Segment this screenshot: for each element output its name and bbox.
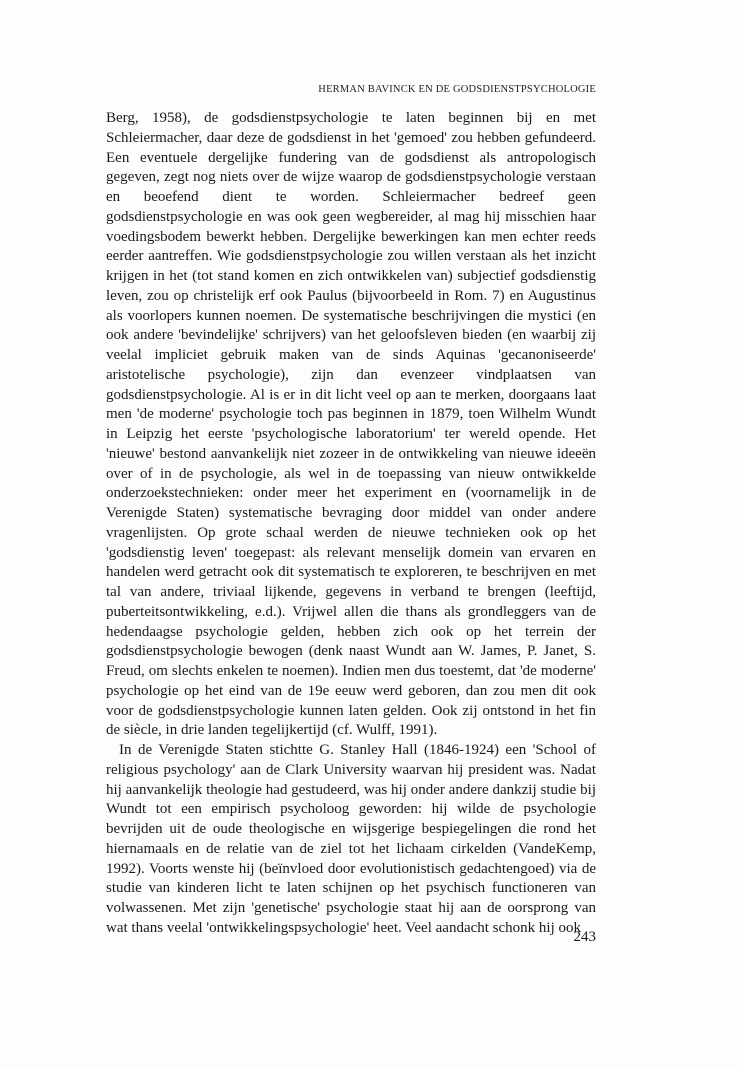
body-text — [106, 109, 596, 939]
running-header: HERMAN BAVINCK EN DE GODSDIENSTPSYCHOLOGIE — [318, 84, 596, 95]
page-number: 243 — [573, 929, 596, 945]
paragraph-2: In de Verenigde Staten stichtte G. Stanley Hall (1846-1924) een 'School of religious psychology' aan de Clark University waarvan hij president was. Nadat hij aanvankelijk theologie had gestudeerd, was hij onder andere dankzij studie bij Wundt tot een empirisch psycholoog geworden: hij wilde de psychologie bevrijden uit de oude theologische en wijsgerige bespiegelingen die rond het hiernamaals en de relatie van de ziel tot het lichaam cirkelden (VandeKemp, 1992). Voorts wenste hij (beïnvloed door evolutionistisch gedachtengoed) via de studie van kinderen licht te laten schijnen op het psychisch functioneren van volwassenen. Met zijn 'genetische' psychologie staat hij aan de oorsprong van wat thans veelal 'ontwikkelingspsychologie' heet. Veel aandacht schonk hij ook — [106, 742, 596, 936]
paragraph-1: Berg, 1958), de godsdienstpsychologie te laten beginnen bij en met Schleiermacher, daar deze de godsdienst in het 'gemoed' zou hebben gefundeerd. Een eventuele dergelijke fundering van de godsdienst als antropologisch gegeven, zegt nog niets over de wijze waarop de godsdienstpsychologie verstaan en beoefend dient te worden. Schleiermacher bedreef geen godsdienstpsychologie en was ook geen wegbereider, al mag hij misschien haar voedingsbodem bewerkt hebben. Dergelijke bewerkingen kan men echter reeds eerder aantreffen. Wie godsdienstpsychologie zou willen verstaan als het inzicht krijgen in het (tot stand komen en zich ontwikkelen van) subjectief godsdienstig leven, zou op christelijk erf ook Paulus (bijvoorbeeld in Rom. 7) en Augustinus als voorlopers kunnen noemen. De systematische beschrijvingen die mystici (en ook andere 'bevindelijke' schrijvers) van het geloofsleven bieden (en waarbij zij veelal impliciet gebruik maken van de sinds Aquinas 'gecanoniseerde' aristotelische psychologie), zijn dan evenzeer vindplaatsen van godsdienstpsychologie. Al is er in dit licht veel op aan te merken, doorgaans laat men 'de moderne' psychologie toch pas beginnen in 1879, toen Wilhelm Wundt in Leipzig het eerste 'psychologische laboratorium' ter wereld opende. Het 'nieuwe' bestond aanvankelijk niet zozeer in de ontwikkeling van nieuwe ideeën over of in de psychologie, als wel in de toepassing van nieuw ontwikkelde onderzoekstechnieken: onder meer het experiment en (voornamelijk in de Verenigde Staten) systematische bevraging door middel van onder andere vragenlijsten. Op grote schaal werden de nieuwe technieken ook op het 'godsdienstig leven' toegepast: als relevant menselijk domein van ervaren en handelen werd getracht ook dit systematisch te exploreren, te beschrijven en met tal van andere, triviaal lijkende, gegevens in verband te brengen (leeftijd, puberteitsontwikkeling, e.d.). Vrijwel allen die thans als grondleggers van de hedendaagse psychologie gelden, hebben zich ook op het terrein der godsdienstpsychologie bewogen (denk naast Wundt aan W. James, P. Janet, S. Freud, om slechts enkelen te noemen). Indien men dus toestemt, dat 'de moderne' psychologie op het eind van de 19e eeuw werd geboren, dan zou men dit ook voor de godsdienstpsychologie kunnen laten gelden. Ook zij ontstond in het fin de siècle, in drie landen tegelijkertijd (cf. Wulff, 1991). — [106, 110, 596, 739]
